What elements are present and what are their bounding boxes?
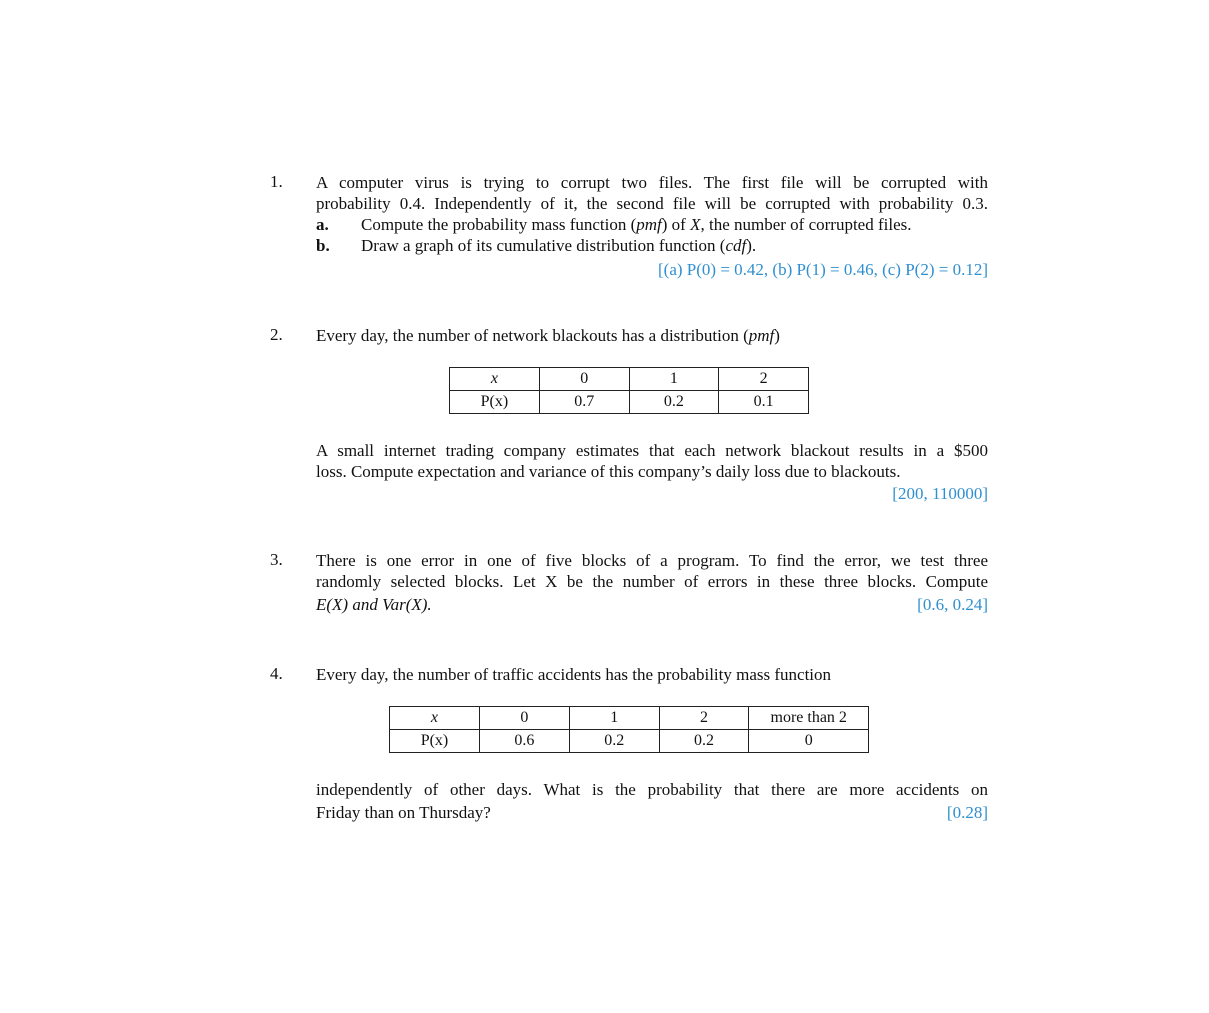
sub-question-text: Compute the probability mass function (pmf) of X, the number of corrupted files. — [361, 215, 912, 234]
problem-body — [316, 325, 988, 346]
table-header-x: x — [390, 707, 480, 730]
problem-body — [316, 664, 988, 685]
table-row — [390, 707, 869, 730]
table-cell: 0.2 — [569, 730, 659, 753]
problem-text-line: randomly selected blocks. Let X be the number of errors in these three blocks. Compute — [316, 572, 988, 591]
table-header-x: x — [450, 368, 540, 391]
table-cell: more than 2 — [749, 707, 869, 730]
table-cell: 2 — [719, 368, 809, 391]
sub-question-label: a. — [316, 215, 329, 234]
table-cell: 0.2 — [659, 730, 749, 753]
table-cell: 1 — [629, 368, 719, 391]
table-cell: 0.6 — [479, 730, 569, 753]
problem-number: 1. — [270, 172, 283, 191]
problem-text-line: A small internet trading company estimates that each network blackout results in a $500 — [316, 441, 988, 460]
problem-text-line: Friday than on Thursday? [0.28] — [316, 803, 988, 822]
problem-text-line: There is one error in one of five blocks of a program. To find the error, we test three — [316, 551, 988, 570]
sub-question-text: Draw a graph of its cumulative distribution function (cdf). — [361, 236, 757, 255]
answer: [0.6, 0.24] — [917, 595, 988, 614]
problem-number: 2. — [270, 325, 283, 344]
problem-text-line: probability 0.4. Independently of it, the second file will be corrupted with probability 0.3. — [316, 194, 988, 213]
table-cell: 0 — [479, 707, 569, 730]
problem-text-line: independently of other days. What is the probability that there are more accidents on — [316, 780, 988, 799]
problem-intro: Every day, the number of traffic accidents has the probability mass function — [316, 665, 832, 684]
problem-intro: Every day, the number of network blackouts has a distribution (pmf) — [316, 326, 780, 345]
problem-body — [316, 172, 988, 280]
sub-question-a — [316, 214, 988, 235]
answer: [(a) P(0) = 0.42, (b) P(1) = 0.46, (c) P(2) = 0.12] — [658, 260, 988, 279]
sub-question-b — [316, 235, 988, 256]
table-header-px: P(x) — [390, 730, 480, 753]
table-cell: 0.7 — [539, 391, 629, 414]
pmf-table-accidents — [389, 706, 869, 753]
problem-text-line: loss. Compute expectation and variance of this company’s daily loss due to blackouts. — [316, 462, 901, 481]
problem-body — [316, 779, 988, 823]
answer: [200, 110000] — [892, 484, 988, 503]
table-header-px: P(x) — [450, 391, 540, 414]
table-row — [390, 730, 869, 753]
table-cell: 2 — [659, 707, 749, 730]
answer: [0.28] — [946, 803, 988, 822]
table-cell: 1 — [569, 707, 659, 730]
problem-text-line: E(X) and Var(X). [0.6, 0.24] — [316, 595, 988, 614]
problem-text-line: A computer virus is trying to corrupt two files. The first file will be corrupted with — [316, 173, 988, 192]
table-row — [450, 391, 809, 414]
table-row — [450, 368, 809, 391]
table-cell: 0 — [539, 368, 629, 391]
problem-number: 3. — [270, 550, 283, 569]
table-cell: 0 — [749, 730, 869, 753]
table-cell: 0.1 — [719, 391, 809, 414]
pmf-table-blackouts — [449, 367, 809, 414]
sub-question-label: b. — [316, 236, 330, 255]
table-cell: 0.2 — [629, 391, 719, 414]
problem-number: 4. — [270, 664, 283, 683]
problem-body — [316, 440, 988, 504]
problem-body — [316, 550, 988, 615]
